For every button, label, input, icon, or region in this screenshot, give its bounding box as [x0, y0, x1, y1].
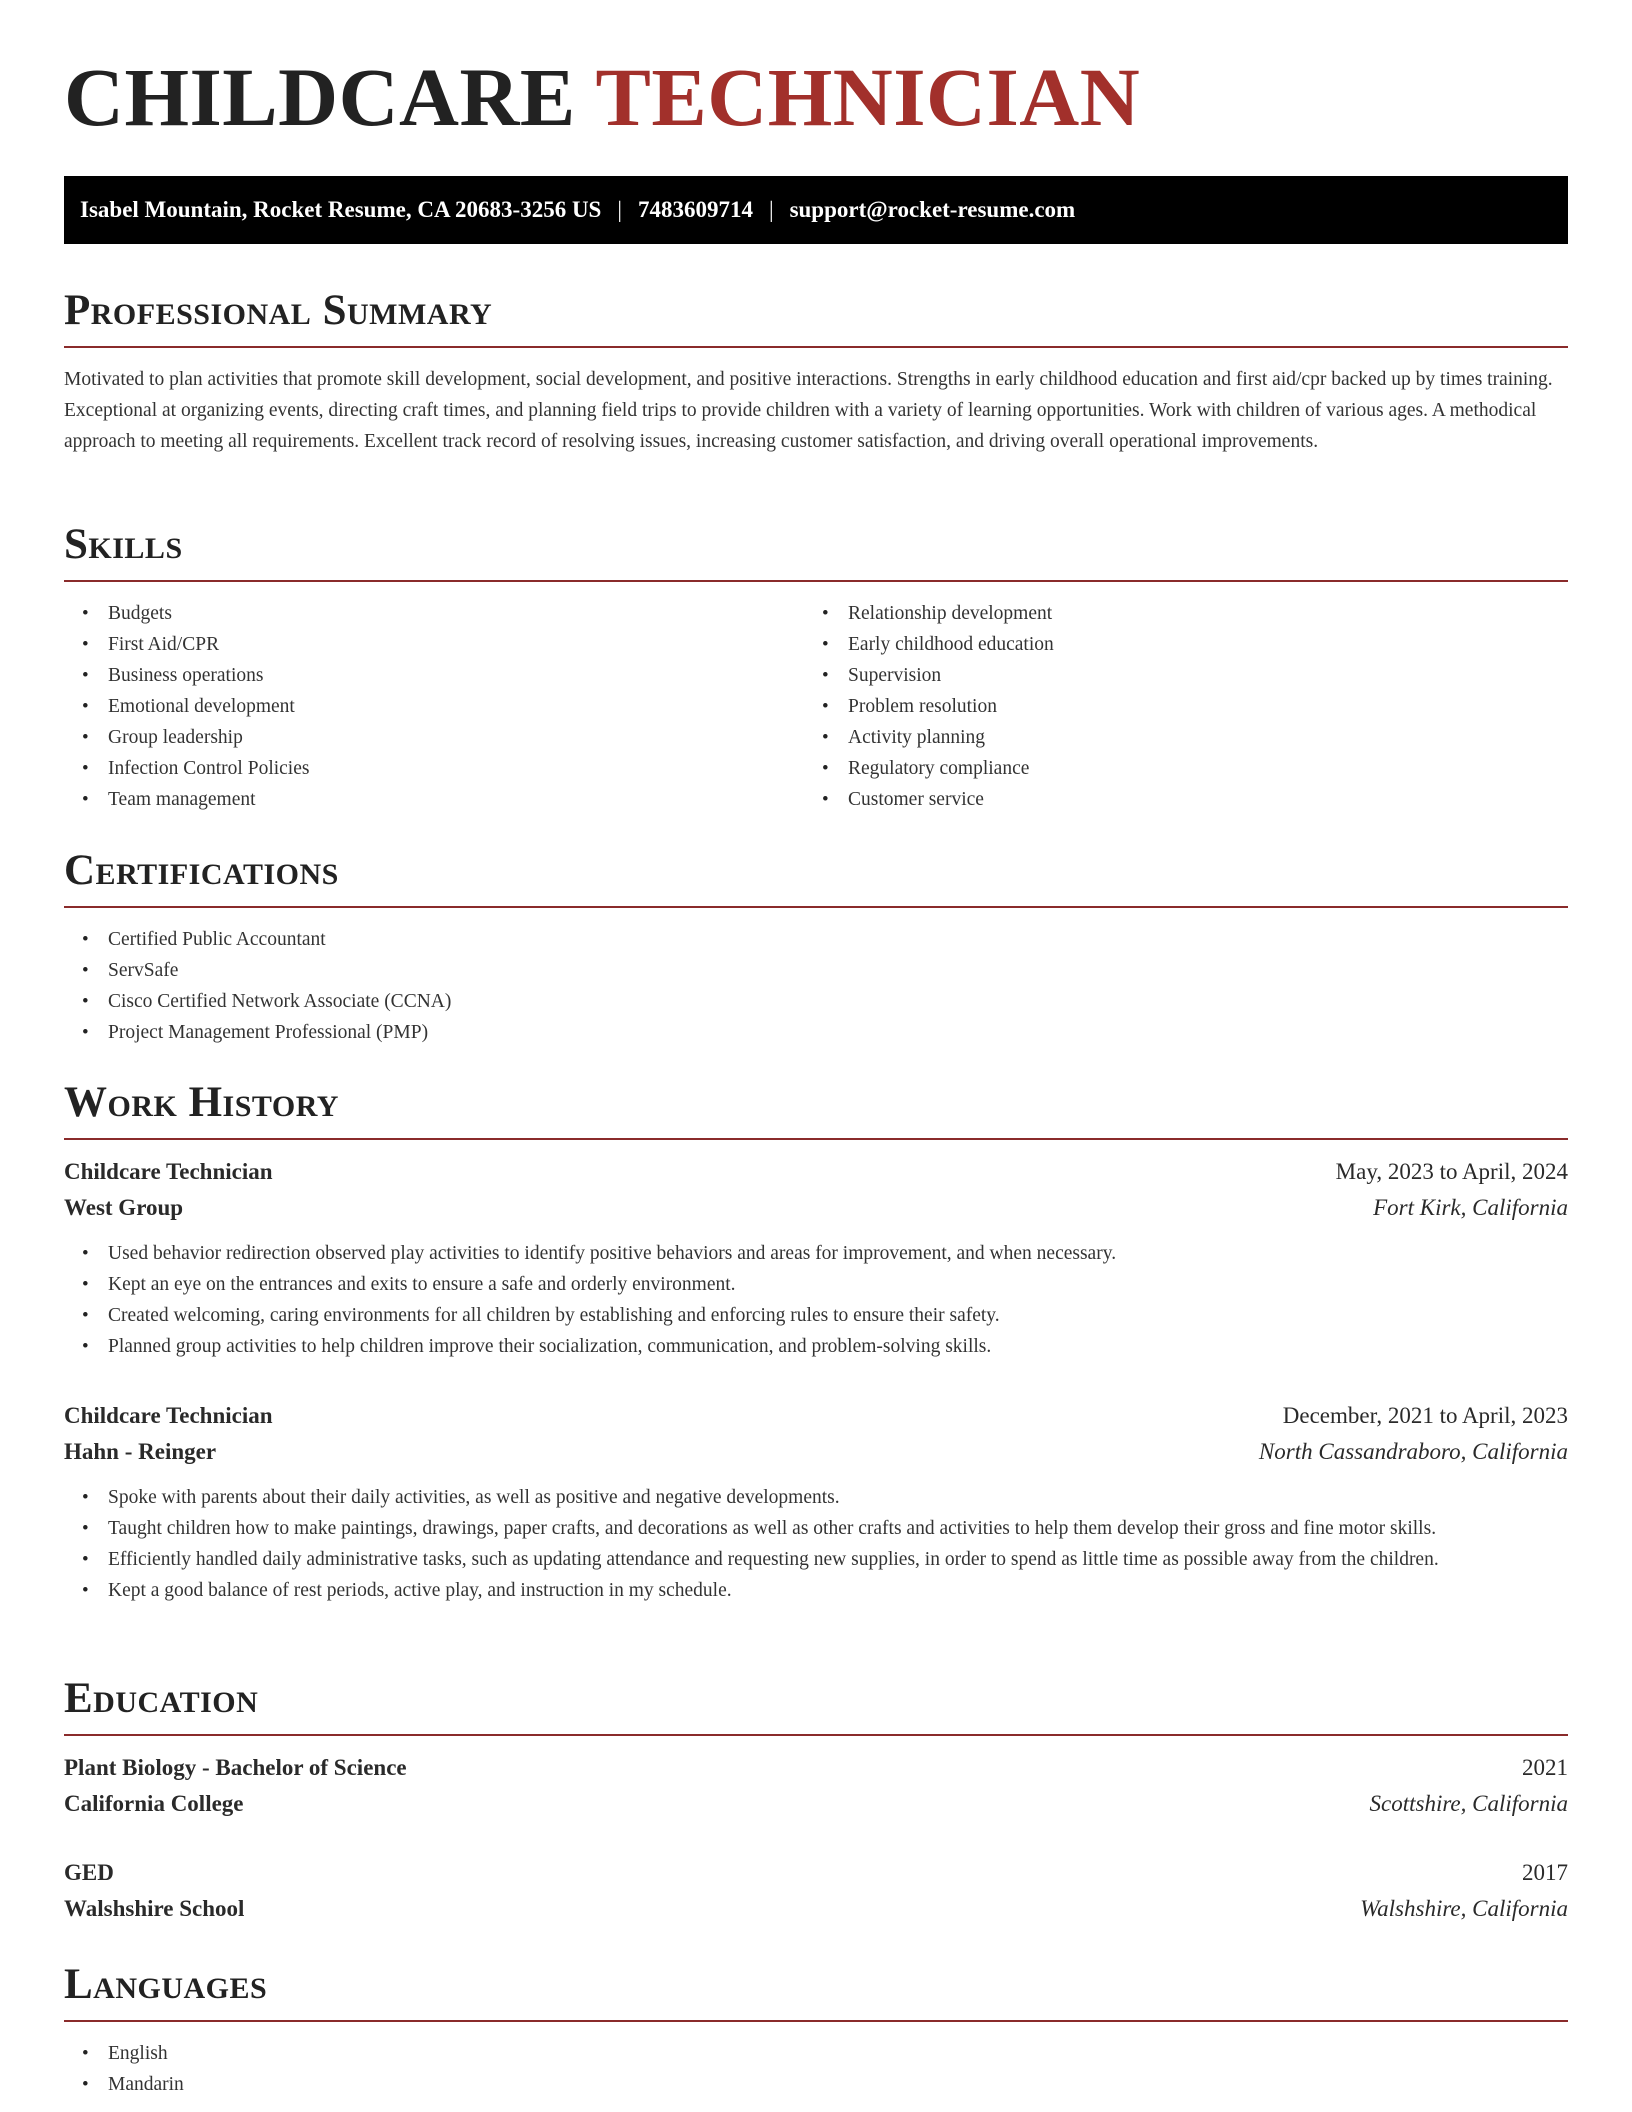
title-part-2: TECHNICIAN — [595, 51, 1141, 143]
education-entry — [64, 1855, 1568, 1927]
job-duty: • Planned group activities to help children improve their socialization, communication, and problem-solving skills. — [64, 1331, 1568, 1362]
job-title: Childcare Technician — [64, 1403, 273, 1429]
work-history-section — [64, 1079, 1568, 1606]
skill-item: • Relationship development — [804, 598, 1544, 629]
job-header-row — [64, 1398, 1568, 1434]
work-history-heading: Work History — [64, 1079, 339, 1126]
job-duties — [64, 1238, 1568, 1362]
job-duties — [64, 1482, 1568, 1606]
contact-email: support@rocket-resume.com — [789, 197, 1076, 222]
section-divider — [64, 346, 1568, 348]
job-title: Childcare Technician — [64, 1159, 273, 1185]
education-school: Walshshire School — [64, 1896, 245, 1922]
contact-separator: | — [768, 197, 774, 222]
job-location: Fort Kirk, California — [1373, 1195, 1568, 1221]
job-dates: December, 2021 to April, 2023 — [1282, 1403, 1568, 1429]
contact-separator: | — [617, 197, 622, 222]
languages-list — [64, 2038, 1568, 2100]
education-degree: Plant Biology - Bachelor of Science — [64, 1755, 407, 1781]
job-duty: • Spoke with parents about their daily activities, as well as positive and negative developments. — [64, 1482, 1568, 1513]
certification-item: • Certified Public Accountant — [64, 924, 1568, 955]
education-entry — [64, 1750, 1568, 1822]
job-company: Hahn - Reinger — [64, 1439, 217, 1465]
skills-heading: Skills — [64, 521, 183, 568]
education-school-row — [64, 1891, 1568, 1927]
summary-heading: Professional Summary — [64, 287, 493, 334]
skill-item: • Problem resolution — [804, 691, 1544, 722]
job-company-row — [64, 1434, 1568, 1470]
education-degree: GED — [64, 1860, 114, 1886]
section-divider — [64, 580, 1568, 582]
certification-item: • Project Management Professional (PMP) — [64, 1017, 1568, 1048]
job-dates: May, 2023 to April, 2024 — [1335, 1159, 1568, 1185]
skill-item: • Supervision — [804, 660, 1544, 691]
job-header-row — [64, 1154, 1568, 1190]
section-divider — [64, 2020, 1568, 2022]
summary-section — [64, 287, 1568, 457]
skill-item: • Business operations — [64, 660, 804, 691]
education-school: California College — [64, 1791, 244, 1817]
job-company: West Group — [64, 1195, 184, 1221]
certification-item: • ServSafe — [64, 955, 1568, 986]
skill-item: • Group leadership — [64, 722, 804, 753]
section-divider — [64, 1138, 1568, 1140]
education-degree-row — [64, 1855, 1568, 1891]
job-duty: • Used behavior redirection observed play activities to identify positive behaviors and areas for improvement, and when necessary. — [64, 1238, 1568, 1269]
education-location: Scottshire, California — [1369, 1791, 1568, 1817]
certifications-section — [64, 847, 1568, 1048]
job-entry — [64, 1398, 1568, 1606]
languages-section — [64, 1961, 1568, 2100]
skill-item: • First Aid/CPR — [64, 629, 804, 660]
skill-item: • Regulatory compliance — [804, 753, 1544, 784]
section-divider — [64, 906, 1568, 908]
certifications-heading: Certifications — [64, 847, 339, 894]
summary-text: Motivated to plan activities that promote skill development, social development, and positive interactions. Strengths in early childhood education and first aid/cpr backed up by times training. Exceptional at organizing events, directing craft times, and planning field trips to provide children with a variety of learning opportunities. Work with children of various ages. A methodical approach to meeting all requirements. Excellent track record of resolving issues, increasing customer satisfaction, and driving overall operational improvements. — [64, 369, 1553, 453]
job-company-row — [64, 1190, 1568, 1226]
contact-phone: 7483609714 — [637, 197, 753, 222]
skills-section — [64, 521, 1568, 815]
skill-item: • Team management — [64, 784, 804, 815]
education-school-row — [64, 1786, 1568, 1822]
resume-title — [64, 52, 1140, 143]
skills-list-right — [804, 598, 1544, 815]
job-location: North Cassandraboro, California — [1258, 1439, 1568, 1465]
contact-address: Isabel Mountain, Rocket Resume, CA 20683-3256 US — [80, 197, 602, 222]
skill-item: • Activity planning — [804, 722, 1544, 753]
language-item: • English — [64, 2038, 1568, 2069]
skill-item: • Early childhood education — [804, 629, 1544, 660]
skill-item: • Customer service — [804, 784, 1544, 815]
contact-bar — [64, 176, 1568, 244]
job-entry — [64, 1154, 1568, 1362]
skill-item: • Budgets — [64, 598, 804, 629]
skill-item: • Emotional development — [64, 691, 804, 722]
skills-columns — [64, 598, 1568, 815]
job-duty: • Taught children how to make paintings, drawings, paper crafts, and decorations as well as other crafts and activities to help them develop their gross and fine motor skills. — [64, 1513, 1568, 1544]
job-duty: • Kept a good balance of rest periods, active play, and instruction in my schedule. — [64, 1575, 1568, 1606]
job-duty: • Efficiently handled daily administrative tasks, such as updating attendance and requesting new supplies, in order to spend as little time as possible away from the children. — [64, 1544, 1568, 1575]
job-duty: • Created welcoming, caring environments for all children by establishing and enforcing rules to ensure their safety. — [64, 1300, 1568, 1331]
title-part-1: CHILDCARE — [64, 51, 576, 143]
education-heading: Education — [64, 1675, 259, 1722]
languages-heading: Languages — [64, 1961, 268, 2008]
certifications-list — [64, 924, 1568, 1048]
education-location: Walshshire, California — [1360, 1896, 1568, 1922]
education-year: 2021 — [1522, 1755, 1568, 1781]
skill-item: • Infection Control Policies — [64, 753, 804, 784]
education-section — [64, 1675, 1568, 1927]
education-year: 2017 — [1522, 1860, 1568, 1886]
skills-list-left — [64, 598, 804, 815]
section-divider — [64, 1734, 1568, 1736]
language-item: • Mandarin — [64, 2069, 1568, 2100]
job-duty: • Kept an eye on the entrances and exits to ensure a safe and orderly environment. — [64, 1269, 1568, 1300]
certification-item: • Cisco Certified Network Associate (CCNA) — [64, 986, 1568, 1017]
education-degree-row — [64, 1750, 1568, 1786]
